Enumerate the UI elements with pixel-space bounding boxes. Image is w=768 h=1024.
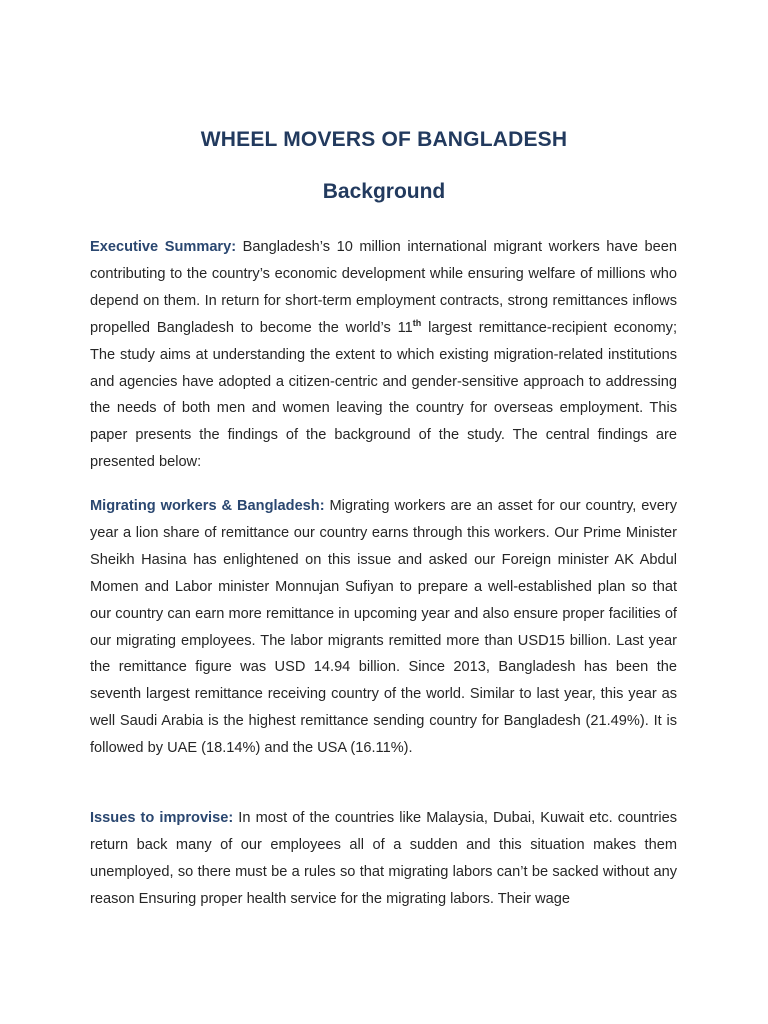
executive-summary-paragraph: [90, 234, 677, 476]
migrating-workers-text: Migrating workers are an asset for our country, every year a lion share of remittance our country earns through this workers. Our Prime Minister Sheikh Hasina has enlightened on this issue and asked our Foreign minister AK Abdul Momen and Labor minister Monnujan Sufiyan to prepare a well-established plan so that our country can earn more remittance in upcoming year and also ensure proper facilities of our migrating employees. The labor migrants remitted more than USD15 billion. Last year the remittance figure was USD 14.94 billion. Since 2013, Bangladesh has been the seventh largest remittance receiving country of the world. Similar to last year, this year as well Saudi Arabia is the highest remittance sending country for Bangladesh (21.49%). It is followed by UAE (18.14%) and the USA (16.11%).: [90, 498, 677, 757]
migrating-workers-paragraph: [90, 493, 677, 762]
executive-summary-text-part2: largest remittance-recipient economy; The study aims at understanding the extent to which existing migration-related institutions and agencies have adopted a citizen-centric and gender-sensitive approach to addressing the needs of both men and women leaving the country for overseas employment. This paper presents the findings of the background of the study. The central findings are presented below:: [90, 319, 677, 471]
executive-summary-text-part1: Bangladesh’s 10 million international migrant workers have been contributing to the country’s economic development while ensuring welfare of millions who depend on them. In return for short-term employment contracts, strong remittances inflows propelled Bangladesh to become the world’s 11: [90, 239, 677, 336]
issues-label: Issues to improvise:: [90, 810, 234, 826]
section-heading-background: Background: [322, 180, 446, 203]
migrating-workers-label: Migrating workers & Bangladesh:: [90, 498, 325, 514]
issues-text: In most of the countries like Malaysia, Dubai, Kuwait etc. countries return back many of our employees all of a sudden and this situation makes them unemployed, so there must be a rules so that migrating labors can’t be sacked without any reason Ensuring proper health service for the migrating labors. Their wage: [90, 810, 677, 907]
ordinal-superscript: th: [412, 317, 422, 328]
document-title: WHEEL MOVERS OF BANGLADESH: [200, 128, 568, 151]
issues-paragraph: [90, 805, 677, 913]
executive-summary-label: Executive Summary:: [90, 239, 237, 255]
